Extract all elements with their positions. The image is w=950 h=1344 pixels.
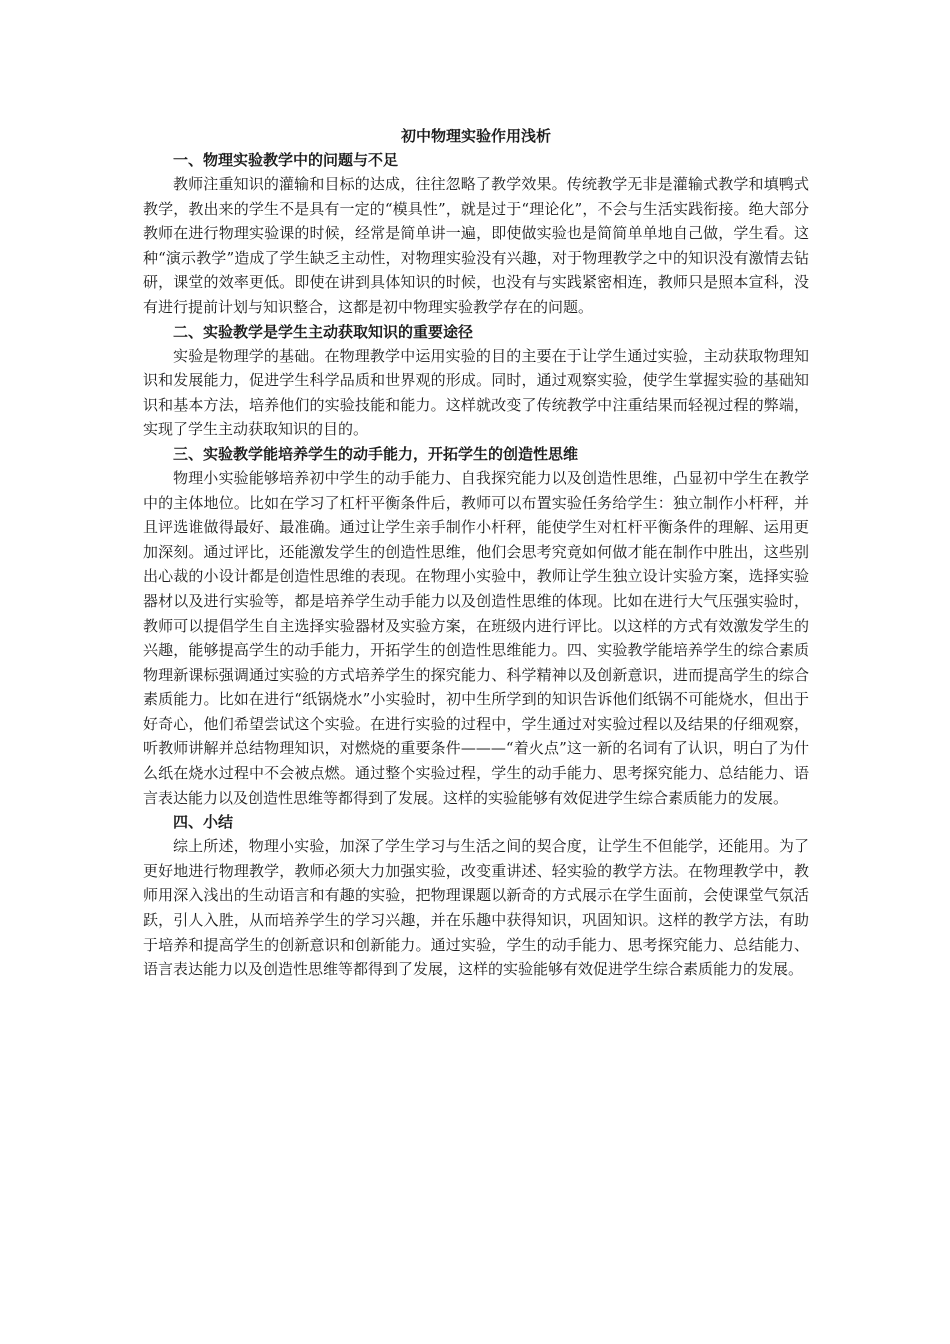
section-paragraph-4: 综上所述，物理小实验，加深了学生学习与生活之间的契合度，让学生不但能学，还能用。为了更好地进行物理教学，教师必须大力加强实验，改变重讲述、轻实验的教学方法。在物理教学中，教师用深入浅出的生动语言和有趣的实验，把物理课题以新奇的方式展示在学生面前，会使课堂气氛活跃，引人入胜，从而培养学生的学习兴趣，并在乐趣中获得知识，巩固知识。这样的教学方法，有助于培养和提高学生的创新意识和创新能力。通过实验，学生的动手能力、思考探究能力、总结能力、语言表达能力以及创造性思维等都得到了发展，这样的实验能够有效促进学生综合素质能力的发展。	[143, 837, 809, 979]
section-heading-3: 三、实验教学能培养学生的动手能力，开拓学生的创造性思维	[173, 444, 579, 463]
section-paragraph-1: 教师注重知识的灌输和目标的达成，往往忽略了教学效果。传统教学无非是灌输式教学和填鸭式教学，教出来的学生不是具有一定的“模具性”，就是过于“理论化”，不会与生活实践衔接。绝大部分教师在进行物理实验课的时候，经常是简单讲一遍，即使做实验也是简简单单地自己做，学生看。这种“演示教学”造成了学生缺乏主动性，对物理实验没有兴趣，对于物理教学之中的知识没有激情去钻研，课堂的效率更低。即使在讲到具体知识的时候，也没有与实践紧密相连，教师只是照本宣科，没有进行提前计划与知识整合，这都是初中物理实验教学存在的问题。	[143, 175, 809, 316]
section-heading-4: 四、小结	[173, 813, 234, 832]
section-heading-2: 二、实验教学是学生主动获取知识的重要途径	[173, 322, 474, 341]
document-title: 初中物理实验作用浅析	[400, 127, 551, 145]
section-paragraph-3: 物理小实验能够培养初中学生的动手能力、自我探究能力以及创造性思维，凸显初中学生在教学中的主体地位。比如在学习了杠杆平衡条件后，教师可以布置实验任务给学生：独立制作小杆秤，并且评选谁做得最好、最准确。通过让学生亲手制作小杆秤，能使学生对杠杆平衡条件的理解、运用更加深刻。通过评比，还能激发学生的创造性思维，他们会思考究竟如何做才能在制作中胜出，这些别出心裁的小设计都是创造性思维的表现。在物理小实验中，教师让学生独立设计实验方案，选择实验器材以及进行实验等，都是培养学生动手能力以及创造性思维的体现。比如在进行大气压强实验时，教师可以提倡学生自主选择实验器材及实验方案，在班级内进行评比。以这样的方式有效激发学生的兴趣，能够提高学生的动手能力，开拓学生的创造性思维能力。四、实验教学能培养学生的综合素质物理新课标强调通过实验的方式培养学生的探究能力、科学精神以及创新意识，进而提高学生的综合素质能力。比如在进行“纸锅烧水”小实验时，初中生所学到的知识告诉他们纸锅不可能烧水，但出于好奇心，他们希望尝试这个实验。在进行实验的过程中，学生通过对实验过程以及结果的仔细观察，听教师讲解并总结物理知识，对燃烧的重要条件———“着火点”这一新的名词有了认识，明白了为什么纸在烧水过程中不会被点燃。通过整个实验过程，学生的动手能力、思考探究能力、总结能力、语言表达能力以及创造性思维等都得到了发展。这样的实验能够有效促进学生综合素质能力的发展。	[143, 468, 809, 807]
section-heading-1: 一、物理实验教学中的问题与不足	[173, 151, 399, 169]
document-page	[143, 124, 809, 982]
section-paragraph-2: 实验是物理学的基础。在物理教学中运用实验的目的主要在于让学生通过实验，主动获取物理知识和发展能力，促进学生科学品质和世界观的形成。同时，通过观察实验，使学生掌握实验的基础知识和基本方法，培养他们的实验技能和能力。这样就改变了传统教学中注重结果而轻视过程的弊端，实现了学生主动获取知识的目的。	[143, 346, 809, 439]
